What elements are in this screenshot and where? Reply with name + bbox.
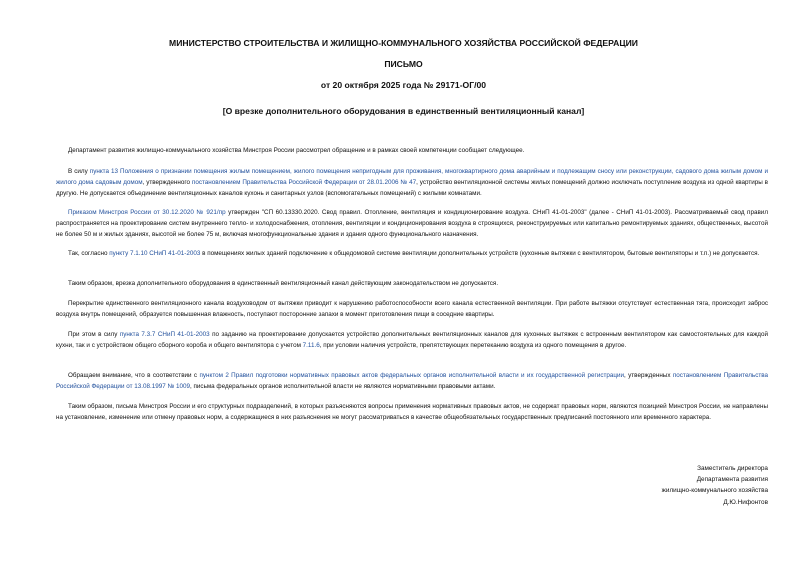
paragraph-6-text: Перекрытие единственного вентиляционного канала воздуховодом от вытяжки приводит к нарушению работоспособности всего канала естественной вентиляции. При работе вытяжки отсутствует естественная тяга, происходит заброс воздуха внутрь помещений, образуется повышенная влажность, поступают посторонние запахи в момент приготовления пищи в соседние квартиры. <box>56 300 768 318</box>
paragraph-9-text: Таким образом, письма Минстроя России и его структурных подразделений, в которых разъясняются вопросы применения нормативных правовых актов, не содержат правовых норм, являются позицией Минстроя России, не направлены на установление, изменение или отмену правовых норм, а содержащиеся в них разъяснения не могут рассматриваться в качестве общеобязательных государственных предписаний постоянного или временного характера. <box>56 403 768 421</box>
paragraph-2-text-b: , утвержденного <box>142 179 192 186</box>
paragraph-1-text: Департамент развития жилищно-коммунального хозяйства Минстроя России рассмотрел обращение и в рамках своей компетенции сообщает следующее. <box>68 147 525 154</box>
paragraph-4-text-b: в помещениях жилых зданий подключение к общедомовой системе вентиляции дополнительных устройств (кухонные вытяжки с вентилятором, бытовые вентиляторы и т.п.) не допускается. <box>200 250 760 257</box>
paragraph-6 <box>56 298 768 320</box>
paragraph-8-text-c: , письма федеральных органов исполнительной власти не являются нормативными правовыми актами. <box>190 383 496 390</box>
ministry-title: МИНИСТЕРСТВО СТРОИТЕЛЬСТВА И ЖИЛИЩНО-КОММУНАЛЬНОГО ХОЗЯЙСТВА РОССИЙСКОЙ ФЕДЕРАЦИИ <box>169 38 638 48</box>
link-snip-7-1-10[interactable]: пункту 7.1.10 СНиП 41-01-2003 <box>109 250 201 257</box>
paragraph-9 <box>56 401 768 423</box>
document-date-number: от 20 октября 2025 года № 29171-ОГ/00 <box>320 80 487 90</box>
paragraph-4 <box>56 248 768 259</box>
link-government-decree-1009[interactable]: постановлением Правительства Российской Федерации от 13.08.1997 № 1009 <box>56 372 769 390</box>
document-subject: [О врезке дополнительного оборудования в единственный вентиляционный канал] <box>222 106 585 116</box>
paragraph-4-text-a: Так, согласно <box>68 250 110 257</box>
link-government-decree-47[interactable]: постановлением Правительства Российской Федерации от 28.01.2006 № 47 <box>191 179 417 186</box>
link-minstroy-order-921[interactable]: Приказом Минстроя России от 30.12.2020 № 921/пр <box>68 209 226 216</box>
link-rules-para-2[interactable]: пунктом 2 Правил подготовки нормативных правовых актов федеральных органов исполнительной власти и их государственной регистрации <box>199 372 625 379</box>
signature-department-cont: жилищно-коммунального хозяйства <box>661 487 768 495</box>
paragraph-3-text: утвержден "СП 60.13330.2020. Свод правил. Отопление, вентиляция и кондиционирование воздуха. СНиП 41-01-2003" (далее - СНиП 41-01-2003). Рассматриваемый свод правил распространяется на проектирование систем внутреннего тепло- и холодоснабжения, отопления, вентиляции и кондиционирования воздуха в строящихся, реконструируемых или капитально ремонтируемых зданиях, общественных, высотой не более 50 м и жилых зданиях, высотой не более 75 м, включая многофункциональные здания и здания одного функционального назначения. <box>56 209 768 238</box>
paragraph-1 <box>56 145 768 156</box>
signature-name: Д.Ю.Нифонтов <box>723 498 768 506</box>
paragraph-2-text-a: В силу <box>68 168 90 175</box>
signature-block <box>662 463 768 508</box>
paragraph-7-text-c: , при условии наличия устройств, препятствующих перетеканию воздуха из одного помещения в другое. <box>319 342 627 349</box>
link-regulation-para-13[interactable]: пункта 13 Положения о признании помещения жилым помещением, жилого помещения непригодным для проживания, многоквартирного дома аварийным и подлежащим сносу или реконструкции, садового дома жилым домом и жилого дома садовым домом <box>56 168 769 186</box>
paragraph-8-text-a: Обращаем внимание, что в соответствии с <box>68 372 200 379</box>
paragraph-7-text-b: по заданию на проектирование допускается устройство дополнительных вентиляционных каналов для кухонных вытяжек с встроенным вентилятором как самостоятельных для каждой кухни, так и с устройством общего сборного короба и общего вентилятора с учетом <box>56 331 768 349</box>
paragraph-2-text-c: , устройство вентиляционной системы жилых помещений должно исключать поступление воздуха из одной квартиры в другую. Не допускается объединение вентиляционных каналов кухонь и санитарных узлов (вспомогательных помещений) с жилыми комнатами. <box>56 179 768 197</box>
link-snip-7-3-7[interactable]: пункта 7.3.7 СНиП 41-01-2003 <box>119 331 210 338</box>
signature-department: Департамента развития <box>696 476 768 484</box>
document-type: ПИСЬМО <box>384 59 423 69</box>
paragraph-3 <box>56 207 768 240</box>
paragraph-8 <box>56 370 768 392</box>
paragraph-2 <box>56 166 768 199</box>
paragraph-5 <box>56 278 768 289</box>
signature-position: Заместитель директора <box>697 465 768 472</box>
link-snip-7-11-6[interactable]: 7.11.6 <box>302 342 320 349</box>
paragraph-5-text: Таким образом, врезка дополнительного оборудования в единственный вентиляционный канал действующим законодательством не допускается. <box>68 280 499 287</box>
paragraph-7-text-a: При этом в силу <box>68 331 120 338</box>
paragraph-8-text-b: , утвержденных <box>624 372 673 379</box>
paragraph-7 <box>56 329 768 351</box>
